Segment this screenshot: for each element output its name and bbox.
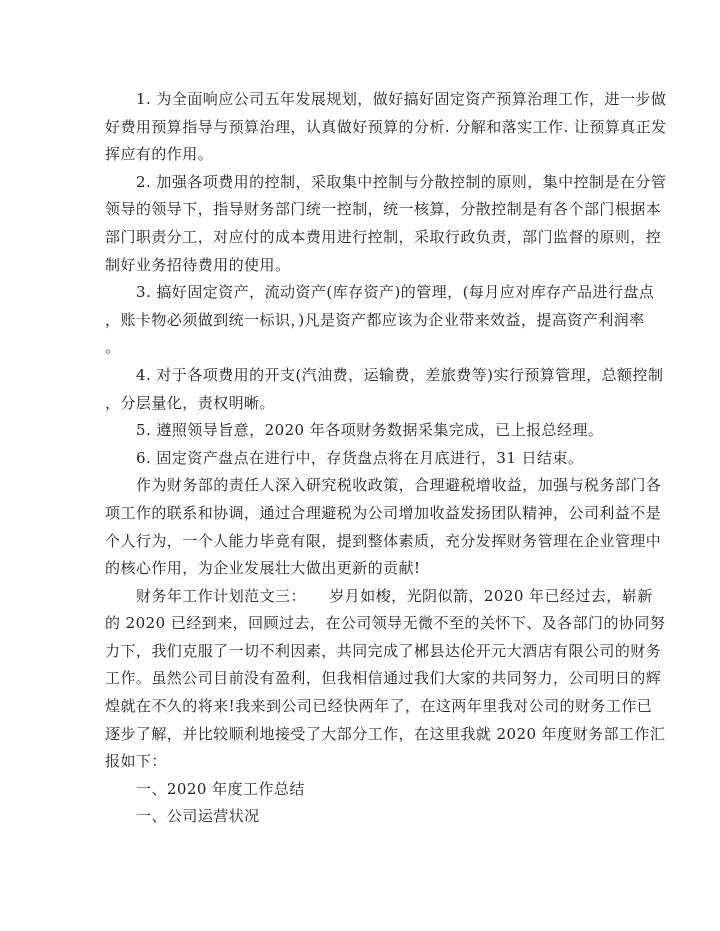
text-line: 。 [105,338,121,357]
text-line: 逐步了解，并比较顺利地接受了大部分工作，在这里我就 2020 年度财务部工作汇 [105,724,666,743]
paragraph-item-5 [105,417,612,445]
text-line: 好费用预算指导与预算治理，认真做好预算的分析. 分解和落实工作. 让预算真正发 [105,117,667,136]
paragraph-item-6 [105,445,612,473]
paragraph-item-3 [105,279,655,362]
text-line: 的核心作用，为企业发展壮大做出更新的贡献! [105,559,421,578]
text-line: 部门职责分工，对应付的成本费用进行控制，采取行政负责，部门监督的原则，控 [105,227,662,246]
text-line: ，分层量化，责权明晰。 [105,393,275,412]
paragraph-item-2 [105,169,667,279]
text-line: 煌就在不久的将来!我来到公司已经快两年了，在这两年里我对公司的财务工作已 [105,697,653,716]
text-line: 6. 固定资产盘点在进行中，存货盘点将在月底进行，31 日结束。 [136,448,584,467]
text-line: 1. 为全面响应公司五年发展规划，做好搞好固定资产预算治理工作，进一步做 [136,90,667,108]
text-line: 挥应有的作用。 [105,145,214,164]
text-line: 项工作的联系和协调，通过合理避税为公司增加收益发扬团队精神，公司利益不是 [105,503,662,522]
text-line: 力下，我们克服了一切不利因素，共同完成了郴县达伦开元大酒店有限公司的财务 [105,641,662,660]
text-line: 个人行为，一个人能力毕竟有限，提到整体素质，充分发挥财务管理在企业管理中 [105,531,662,550]
text-line: 的 2020 已经到来，回顾过去，在公司领导无微不至的关怀下、及各部门的协同努 [105,614,666,633]
paragraph-item-4 [105,362,664,417]
text-line: 3. 搞好固定资产，流动资产(库存资产)的管理，(每月应对库存产品进行盘点 [136,283,655,302]
text-line: 财务年工作计划范文三： 岁月如梭，光阴似箭，2020 年已经过去，崭新 [136,586,653,605]
document-page [105,86,667,831]
text-line: 5. 遵照领导旨意，2020 年各项财务数据采集完成，已上报总经理。 [136,421,604,440]
section-heading-company-operations: 一、公司运营状况 [136,807,260,826]
text-line: 4. 对于各项费用的开支(汽油费，运输费，差旅费等)实行预算管理，总额控制 [136,365,664,384]
paragraph-item-1 [105,86,667,169]
text-line: 制好业务招待费用的使用。 [105,255,291,274]
paragraph-sample-three [105,583,666,776]
text-line: 领导的领导下，指导财务部门统一控制，统一核算，分散控制是有各个部门根据本 [105,200,662,219]
text-line: ，账卡物必须做到统一标识，)凡是资产都应该为企业带来效益，提高资产利润率 [105,310,645,329]
text-line: 工作。虽然公司目前没有盈利，但我相信通过我们大家的共同努力，公司明日的辉 [105,669,662,688]
text-line: 2. 加强各项费用的控制，采取集中控制与分散控制的原则，集中控制是在分管 [136,172,667,191]
section-heading-annual-summary: 一、2020 年度工作总结 [136,779,305,798]
text-line: 作为财务部的责任人深入研究税收政策，合理避税增收益，加强与税务部门各 [136,476,662,495]
paragraph-tax-policy [105,472,662,582]
text-line: 报如下： [105,752,167,771]
